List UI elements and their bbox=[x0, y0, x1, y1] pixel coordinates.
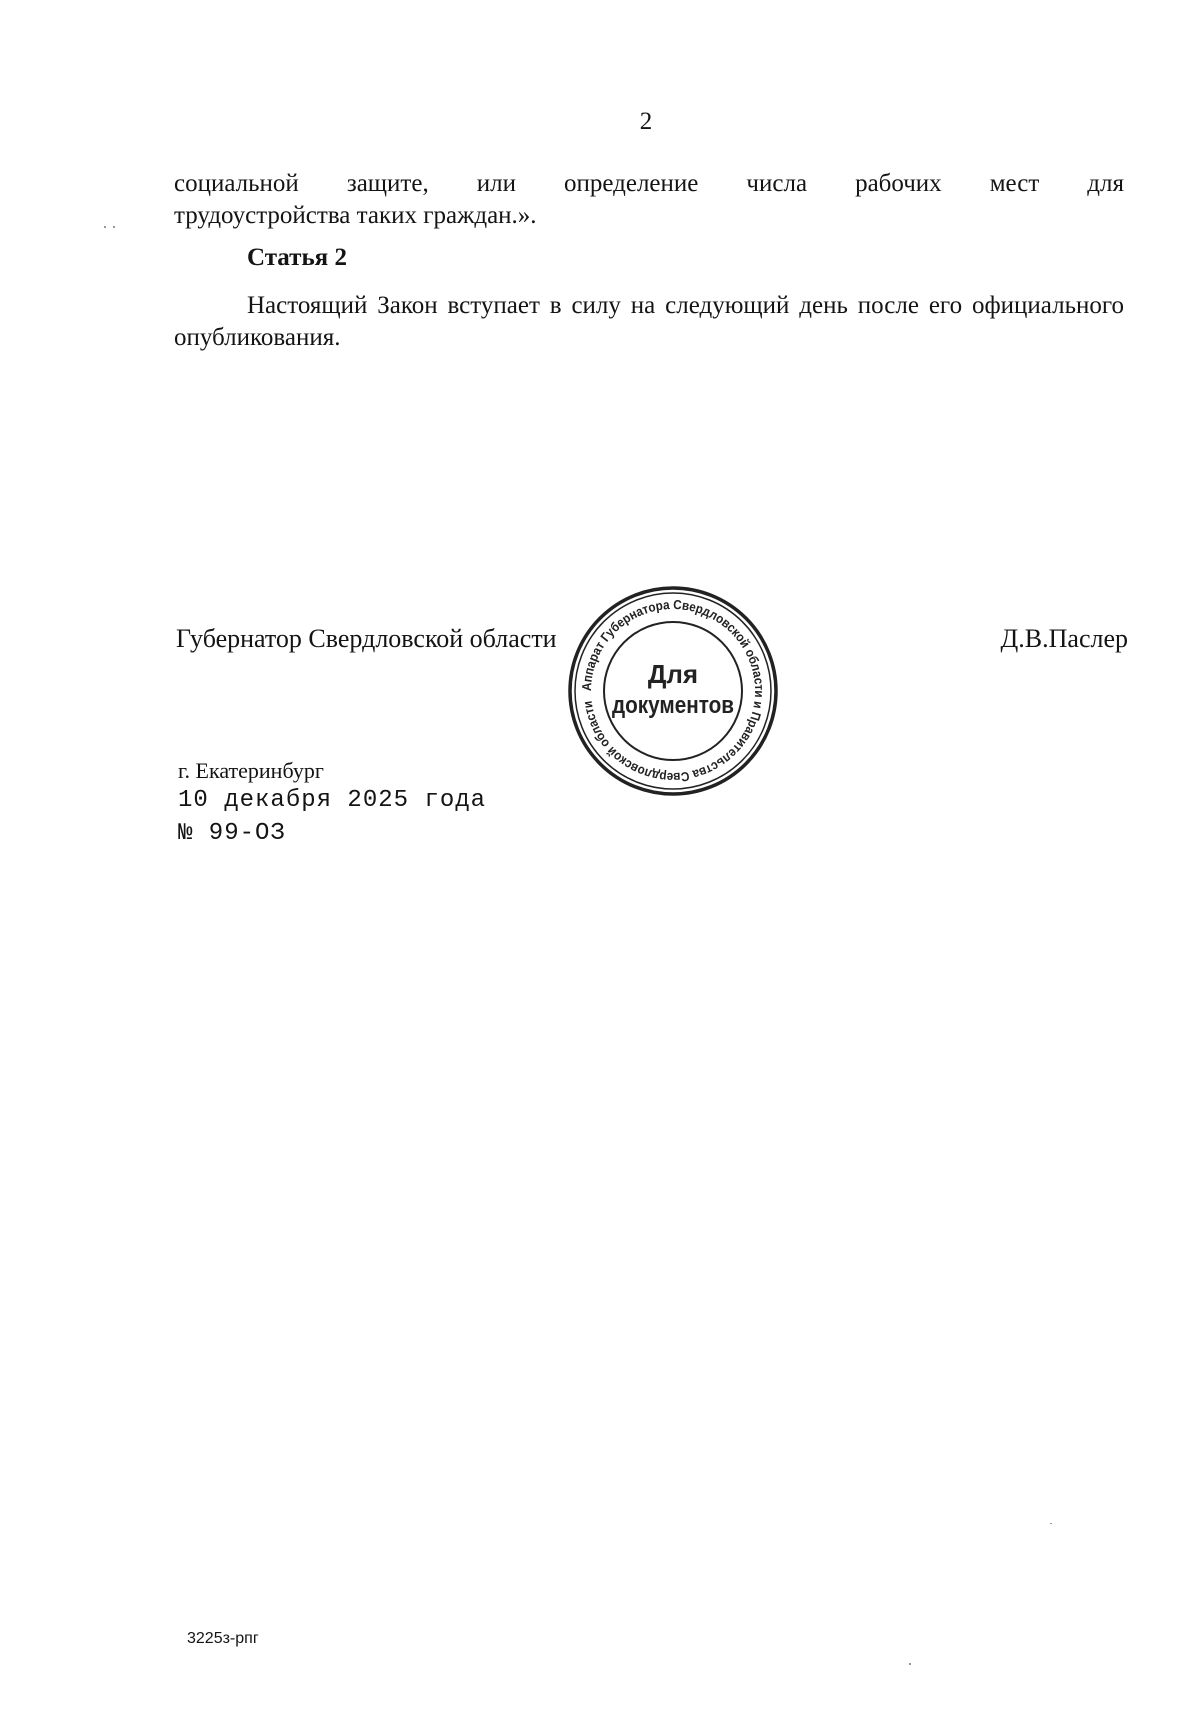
official-stamp bbox=[566, 584, 780, 798]
scan-speck bbox=[113, 226, 115, 228]
signer-role: Губернатор Свердловской области bbox=[176, 624, 557, 653]
scan-speck bbox=[909, 1663, 911, 1665]
signer-name: Д.В.Паслер bbox=[1000, 624, 1128, 653]
stamp-ring-text: Аппарат Губернатора Свердловской области и Правительства Свердловской области bbox=[578, 596, 768, 786]
issue-date: 10 декабря 2025 года bbox=[178, 787, 487, 814]
scan-speck bbox=[1050, 1523, 1052, 1524]
article-heading: Статья 2 bbox=[247, 244, 347, 271]
article-2-paragraph: Настоящий Закон вступает в силу на следующий день после его официального опубликования. bbox=[174, 292, 1124, 351]
stamp-center-line: Для bbox=[647, 659, 699, 689]
scan-speck bbox=[104, 226, 106, 228]
stamp-center-line: документов bbox=[612, 692, 734, 719]
paragraph-continuation bbox=[174, 168, 1124, 232]
law-number: № 99-ОЗ bbox=[178, 820, 286, 847]
footer-code: 3225з-рпг bbox=[187, 1630, 259, 1647]
issue-place: г. Екатеринбург bbox=[178, 758, 324, 783]
paragraph-line: трудоустройства таких граждан.». bbox=[174, 202, 537, 229]
paragraph-line: социальной защите, или определение числа рабочих мест для bbox=[174, 170, 1124, 197]
page-number: 2 bbox=[639, 108, 653, 135]
